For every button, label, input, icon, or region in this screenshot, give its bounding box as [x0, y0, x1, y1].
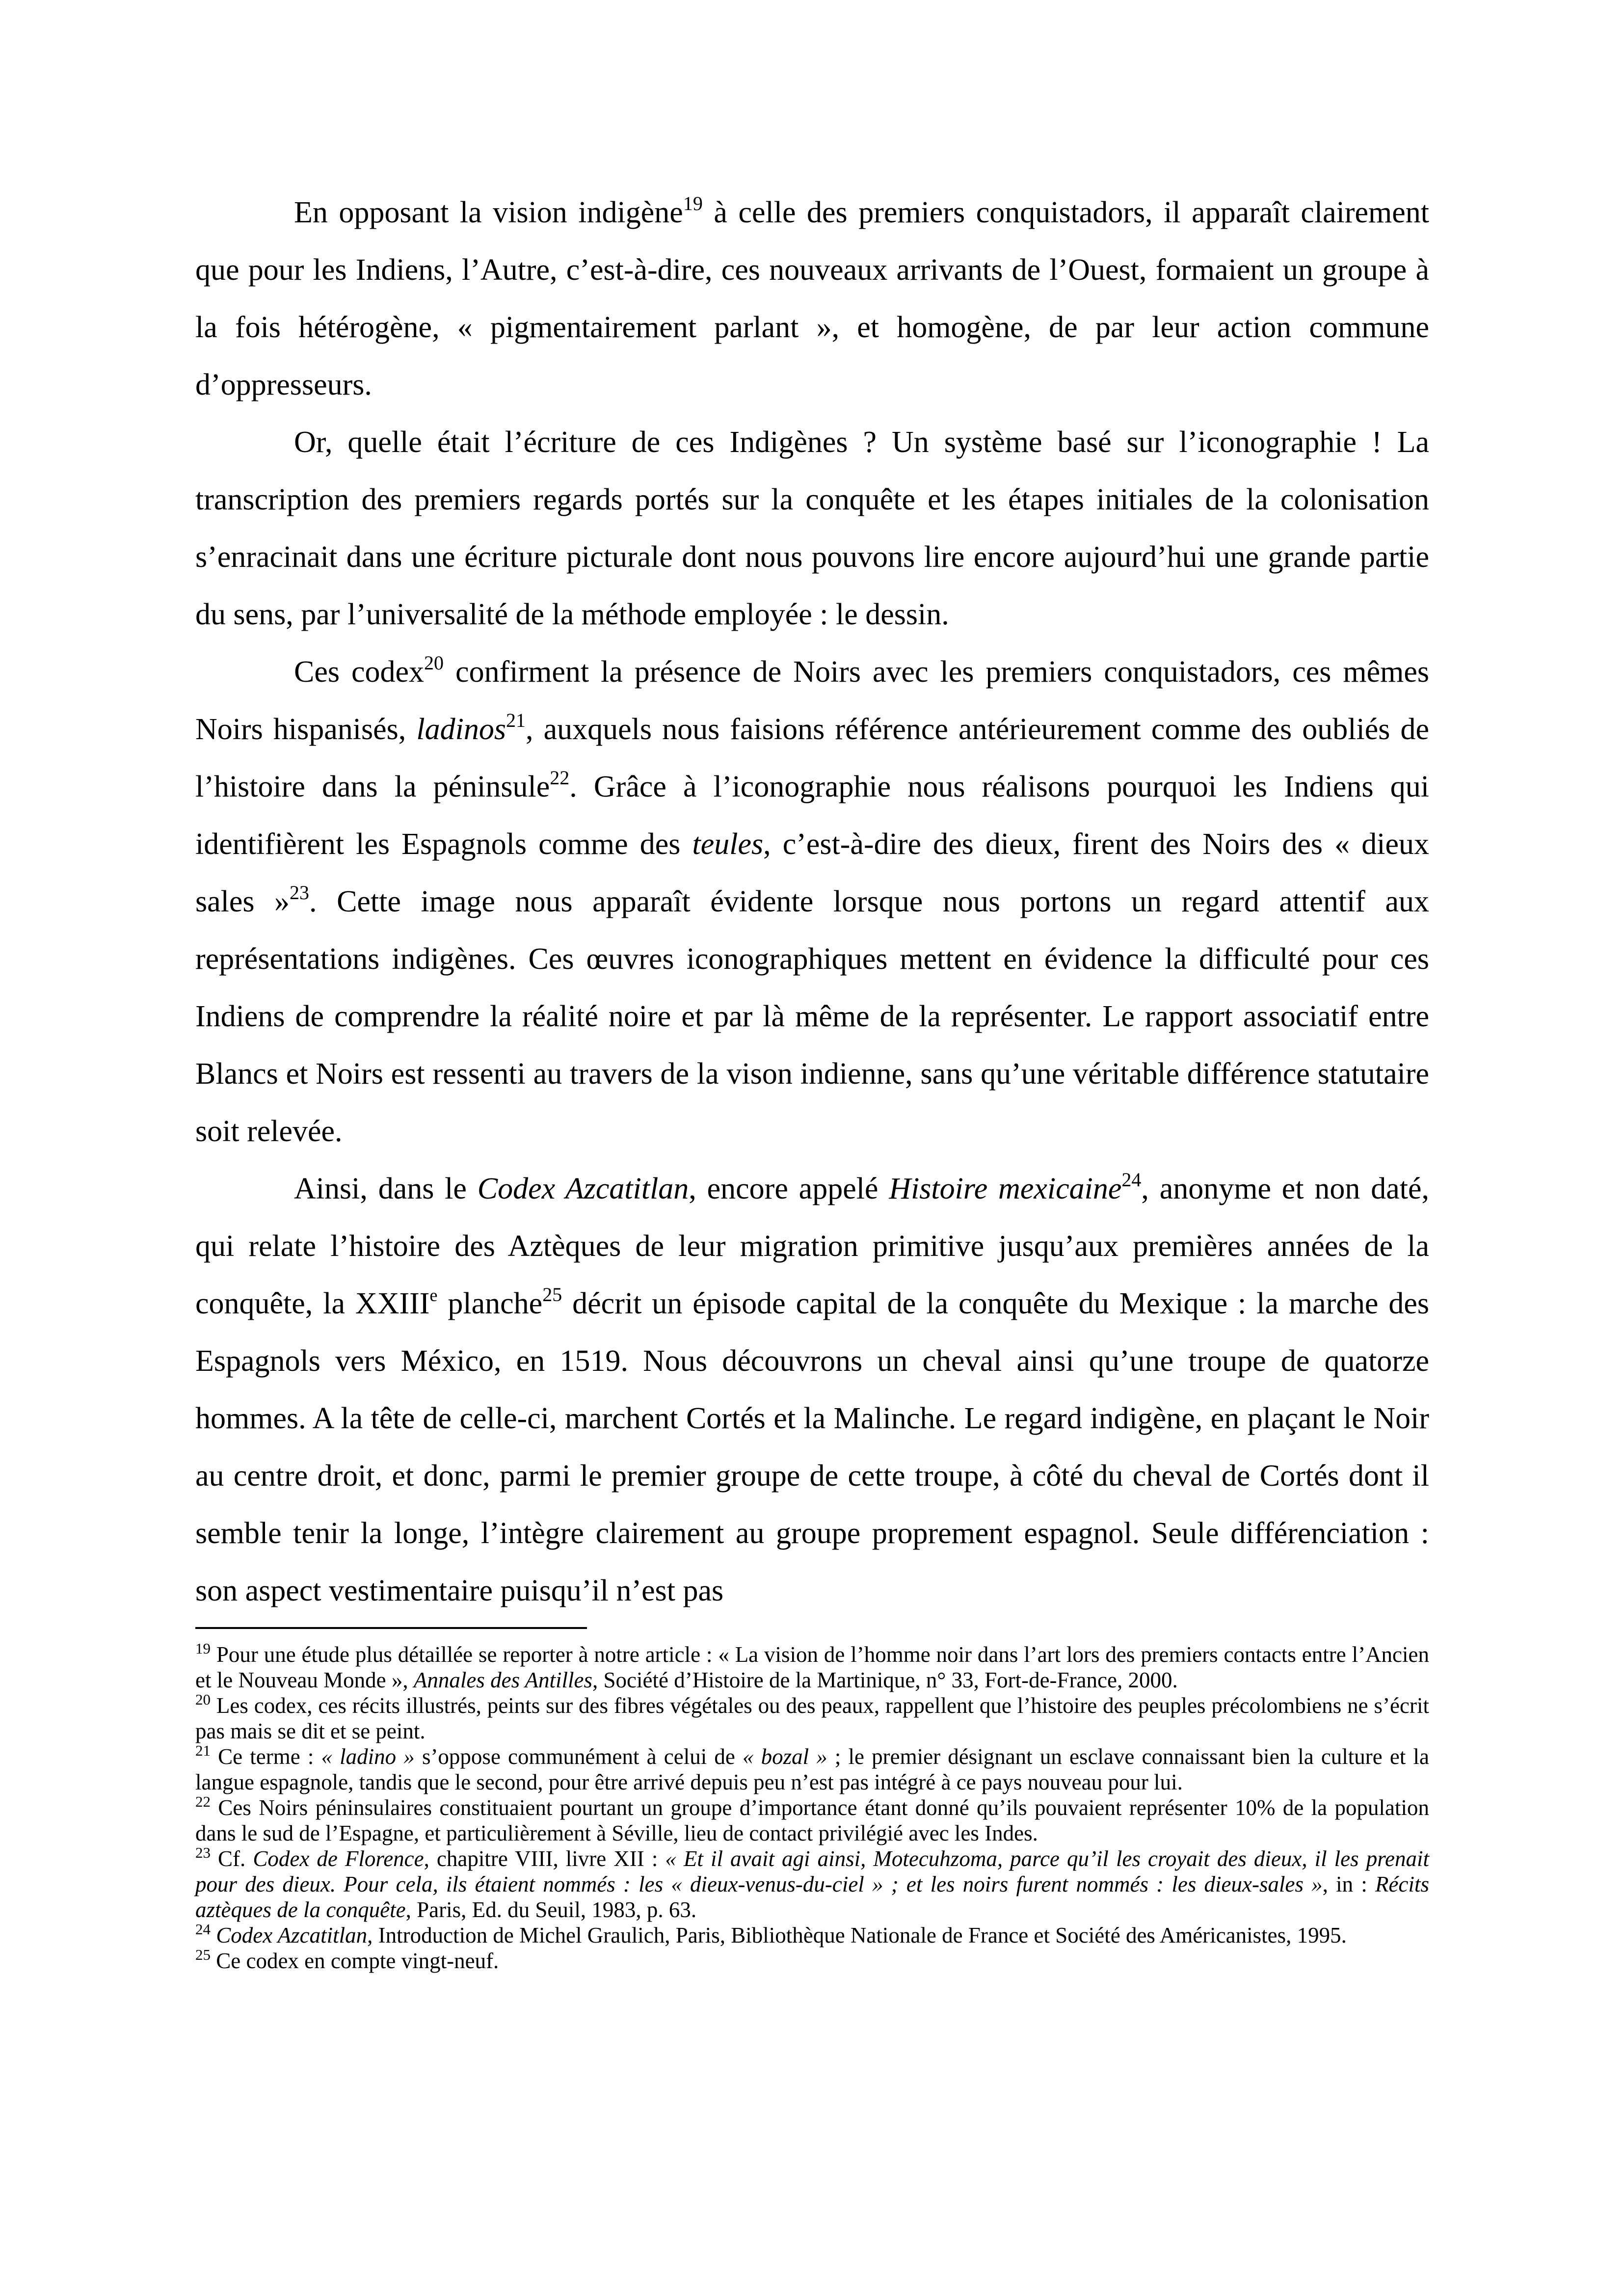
text-run: Ce codex en compte vingt-neuf.	[211, 1949, 499, 1973]
footnote-ref: 24	[195, 1920, 211, 1938]
body-text	[195, 184, 1429, 1620]
italic-text: Codex Azcatitlan	[477, 1172, 689, 1205]
italic-text: ladinos	[416, 713, 506, 746]
italic-text: « Et il avait agi ainsi, Motecuhzoma, parce qu’il les croyait des dieux, il les prenait pour des dieux. Pour cela, ils étaient nommés : les « dieux-venus-du-ciel » ; et les noirs furent nommés : les dieux-sales »	[195, 1846, 1430, 1896]
text-run: , encore appelé	[689, 1172, 889, 1205]
footnote-ref: 23	[195, 1843, 211, 1861]
footnote-ref: 22	[550, 767, 570, 789]
italic-text: Récits aztèques de la conquête	[195, 1872, 1429, 1922]
paragraph	[195, 184, 1429, 414]
italic-text: Annales des Antilles	[413, 1668, 593, 1692]
footnote	[195, 1741, 1429, 1795]
footnote	[195, 1948, 1429, 1974]
text-run: planche	[437, 1287, 543, 1320]
text-run: décrit un épisode capital de la conquête du Mexique : la marche des Espagnols vers México, en 1519. Nous découvrons un cheval ainsi qu’une troupe de quatorze hommes. A la tête de celle-ci, marchent Cortés et la Malinche. Le regard indigène, en plaçant le Noir au centre droit, et donc, parmi le premier groupe de cette troupe, à côté du cheval de Cortés dont il semble tenir la longe, l’intègre clairement au groupe proprement espagnol. Seule différenciation : son aspect vestimentaire puisqu’il n’est pas	[195, 1287, 1429, 1607]
text-run: ; le premier désignant un esclave connaissant bien la culture et la langue espagnole, tandis que le second, pour être arrivé depuis peu n’est pas intégré à ce pays nouveau pour lui.	[195, 1744, 1429, 1794]
footnote	[195, 1843, 1430, 1922]
footnote-ref: 25	[195, 1946, 211, 1963]
text-run: Cf.	[211, 1846, 253, 1871]
footnote	[195, 1690, 1429, 1744]
footnote-ref: 20	[195, 1690, 211, 1708]
text-run: . Cette image nous apparaît évidente lorsque nous portons un regard attentif aux représentations indigènes. Ces œuvres iconographiques mettent en évidence la difficulté pour ces Indiens de comprendre la réalité noire et par là même de la représenter. Le rapport associatif entre Blancs et Noirs est ressenti au travers de la vison indienne, sans qu’une véritable différence statutaire soit relevée.	[195, 885, 1429, 1148]
text-run: confirment la présence de Noirs avec les premiers conquistadors, ces mêmes Noirs hispanisés,	[195, 655, 1429, 746]
text-run: s’oppose communément à celui de	[414, 1744, 743, 1769]
text-run: Or, quelle était l’écriture de ces Indigènes ? Un système basé sur l’iconographie ! La transcription des premiers regards portés sur la conquête et les étapes initiales de la colonisation s’enracinait dans une écriture picturale dont nous pouvons lire encore aujourd’hui une grande partie du sens, par l’universalité de la méthode employée : le dessin.	[195, 426, 1429, 631]
footnote-ref: 21	[506, 709, 526, 732]
footnote-ref: 24	[1121, 1169, 1142, 1191]
footnote-ref: 25	[542, 1283, 562, 1306]
italic-text: teules	[692, 828, 764, 861]
text-run: , Société d’Histoire de la Martinique, n° 33, Fort-de-France, 2000.	[592, 1668, 1178, 1692]
text-run: Ainsi, dans le	[294, 1172, 478, 1205]
text-run: , anonyme et non daté, qui relate l’histoire des Aztèques de leur migration primitive jusqu’aux premières années de la conquête, la XXIII	[195, 1172, 1429, 1320]
footnote	[195, 1639, 1429, 1693]
italic-text: « ladino »	[321, 1744, 415, 1769]
text-run	[211, 1923, 216, 1948]
footnote-ref: 22	[195, 1792, 211, 1810]
text-run: Ce terme :	[211, 1744, 321, 1769]
italic-text: « bozal »	[742, 1744, 827, 1769]
footnote-ref: 19	[195, 1639, 211, 1657]
italic-text: Codex de Florence	[253, 1846, 424, 1871]
text-run: , in :	[1322, 1872, 1376, 1896]
text-run: à celle des premiers conquistadors, il apparaît clairement que pour les Indiens, l’Autre, c’est-à-dire, ces nouveaux arrivants de l’Ouest, formaient un groupe à la fois hétérogène, « pigmentairement parlant », et homogène, de par leur action commune d’oppresseurs.	[195, 196, 1430, 401]
footnote-ref: 19	[683, 192, 703, 215]
footnote-ref: 21	[195, 1741, 211, 1759]
text-run: Ces codex	[294, 655, 425, 689]
text-run: , c’est-à-dire des dieux, firent des Noirs des « dieux sales »	[195, 828, 1429, 918]
footnote-separator	[195, 1627, 587, 1629]
italic-text: Codex Azcatitlan	[216, 1923, 368, 1948]
text-run: , chapitre VIII, livre XII :	[424, 1846, 665, 1871]
italic-text: Histoire mexicaine	[889, 1172, 1122, 1205]
paragraph	[195, 414, 1429, 643]
text-run: Pour une étude plus détaillée se reporter à notre article : « La vision de l’homme noir dans l’art lors des premiers contacts entre l’Ancien et le Nouveau Monde »,	[195, 1642, 1429, 1692]
text-run: , Paris, Ed. du Seuil, 1983, p. 63.	[405, 1897, 697, 1922]
text-run: . Grâce à l’iconographie nous réalisons pourquoi les Indiens qui identifièrent les Espagnols comme des	[195, 770, 1429, 861]
paragraph	[195, 1160, 1429, 1620]
text-run: , auxquels nous faisions référence antérieurement comme des oubliés de l’histoire dans la péninsule	[195, 713, 1429, 803]
text-run: Ces Noirs péninsulaires constituaient pourtant un groupe d’importance étant donné qu’ils pouvaient représenter 10% de la population dans le sud de l’Espagne, et particulièrement à Séville, lieu de contact privilégié avec les Indes.	[195, 1795, 1429, 1845]
footnote-ref: 20	[424, 652, 444, 674]
text-run: En opposant la vision indigène	[294, 196, 683, 229]
footnote	[195, 1922, 1429, 1948]
footnote	[195, 1792, 1429, 1846]
footnote-ref: 23	[290, 881, 310, 904]
footnotes	[195, 1639, 1430, 1974]
text-run: Les codex, ces récits illustrés, peints sur des fibres végétales ou des peaux, rappellent que l’histoire des peuples précolombiens ne s’écrit pas mais se dit et se peint.	[195, 1693, 1429, 1743]
paragraph	[195, 643, 1429, 1160]
text-run: , Introduction de Michel Graulich, Paris, Bibliothèque Nationale de France et Société des Américanistes, 1995.	[367, 1923, 1347, 1948]
ordinal-suffix: e	[429, 1285, 438, 1305]
